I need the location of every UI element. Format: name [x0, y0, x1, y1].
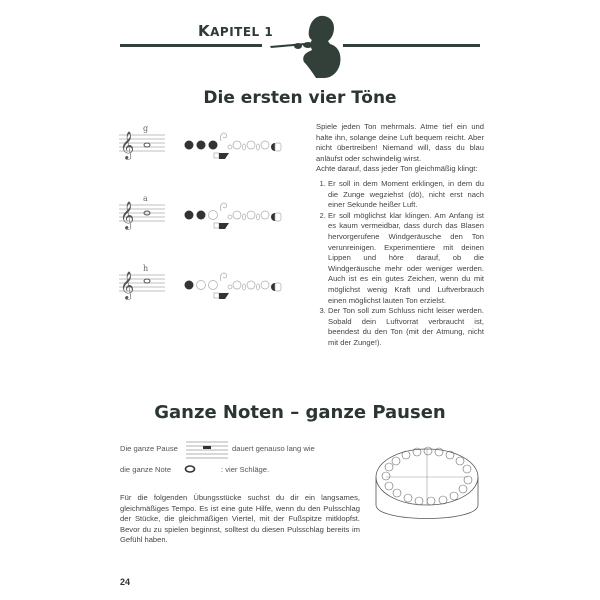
note-description: : vier Schläge.	[221, 465, 270, 474]
svg-text:a: a	[143, 194, 148, 203]
list-item: 3. Der Ton soll zum Schluss nicht leiser werden. Sobald dein Luftvorrat verbraucht ist, beendest du den Ton (mit der Atmung, nicht mit der Zunge!).	[328, 306, 484, 348]
section-title-whole-notes: Ganze Noten – ganze Pausen	[154, 402, 446, 423]
whole-note-icon	[184, 465, 196, 473]
note-h	[119, 264, 281, 300]
chapter-rest: APITEL 1	[210, 25, 274, 39]
whole-rest-icon	[186, 440, 228, 462]
chapter-initial: K	[198, 22, 211, 40]
svg-text:h: h	[143, 264, 149, 273]
instructions-column	[316, 122, 484, 348]
note-label: die ganze Note	[120, 465, 172, 474]
list-item: 2. Er soll möglichst klar klingen. Am Anfang ist es kaum vermeidbar, dass durch das Blasen hervorgerufene Windgeräusche den Ton verunreinigen. Experimentiere mit deinen Lippen und höre darauf, ob die Windgeräusche mehr oder weniger werden. Auch ist es ein gutes Zeichen, wenn du mit möglichst wenig Kraft und Luftverbrauch einen möglichst lauten Ton erzielst.	[328, 211, 484, 306]
instruction-list	[316, 179, 484, 349]
note-g	[119, 125, 281, 160]
intro-text: Spiele jeden Ton mehrmals. Atme tief ein und halte ihn, solange deine Luft bequem reicht. Aber nicht übertreiben! Niemand will, dass du blau anläufst oder schwindelig wirst.	[316, 122, 484, 163]
svg-text:g: g	[143, 125, 149, 133]
chapter-label	[198, 22, 273, 40]
flute-player-icon	[268, 14, 348, 80]
intro-text-2: Achte darauf, dass jeder Ton gleichmäßig klingt:	[316, 164, 478, 174]
list-item: 1. Er soll in dem Moment erklingen, in dem du die Zunge wegziehst (dö), nicht erst nach einer Sekunde heißer Luft.	[328, 179, 484, 211]
practice-paragraph: Für die folgenden Übungsstücke suchst du dir ein langsames, gleichmäßiges Tempo. Es ist eine gute Hilfe, wenn du den Pulsschlag der Stücke, die gleichmäßigen Viertel, mit der Fußspitze mitklopfst. Bevor du zu spielen beginnst, solltest du diesen Pulsschlag bereits im Gefühl haben.	[120, 493, 360, 545]
pause-label: Die ganze Pause	[120, 444, 178, 453]
header-rule-right	[343, 44, 480, 47]
note-a	[119, 194, 281, 230]
fingering-charts	[115, 125, 305, 305]
cake-illustration-icon	[370, 443, 485, 538]
section-title-first-notes: Die ersten vier Töne	[203, 88, 397, 108]
page-number: 24	[120, 577, 131, 587]
header-rule-left	[120, 44, 262, 47]
pause-description: dauert genauso lang wie	[232, 444, 315, 453]
